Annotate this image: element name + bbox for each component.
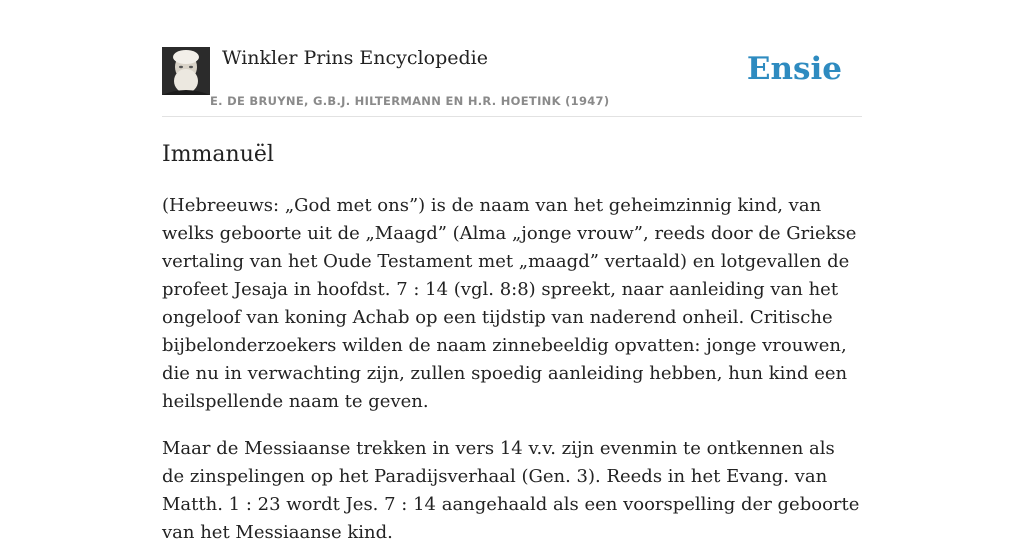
site-header — [162, 45, 862, 117]
editors-subtitle: E. DE BRUYNE, G.B.J. HILTERMANN EN H.R. HOETINK (1947) — [210, 94, 610, 108]
author-avatar[interactable] — [162, 47, 210, 95]
article-title: Immanuël — [162, 142, 274, 167]
brand-logo[interactable]: Ensie — [746, 51, 842, 87]
article — [162, 138, 862, 547]
article-paragraph: Maar de Messiaanse trekken in vers 14 v.v. zijn evenmin te ontkennen als de zinspelingen op het Paradijsverhaal (Gen. 3). Reeds in het Evang. van Matth. 1 : 23 wordt Jes. 7 : 14 aangehaald als een voorspelling der geboorte van het Messiaanse kind. — [162, 438, 860, 543]
site-title[interactable]: Winkler Prins Encyclopedie — [222, 47, 488, 69]
portrait-icon — [162, 47, 210, 95]
article-paragraph: (Hebreeuws: „God met ons”) is de naam van het geheimzinnig kind, van welks geboorte uit de „Maagd” (Alma „jonge vrouw”, reeds door de Griekse vertaling van het Oude Testament met „maagd” vertaald) en lotgevallen de profeet Jesaja in hoofdst. 7 : 14 (vgl. 8:8) spreekt, naar aanleiding van het ongeloof van koning Achab op een tijdstip van naderend onheil. Critische bijbelonderzoekers wilden de naam zinnebeeldig opvatten: jonge vrouwen, die nu in verwachting zijn, zullen spoedig aanleiding hebben, hun kind een heilspellende naam te geven. — [162, 195, 857, 412]
